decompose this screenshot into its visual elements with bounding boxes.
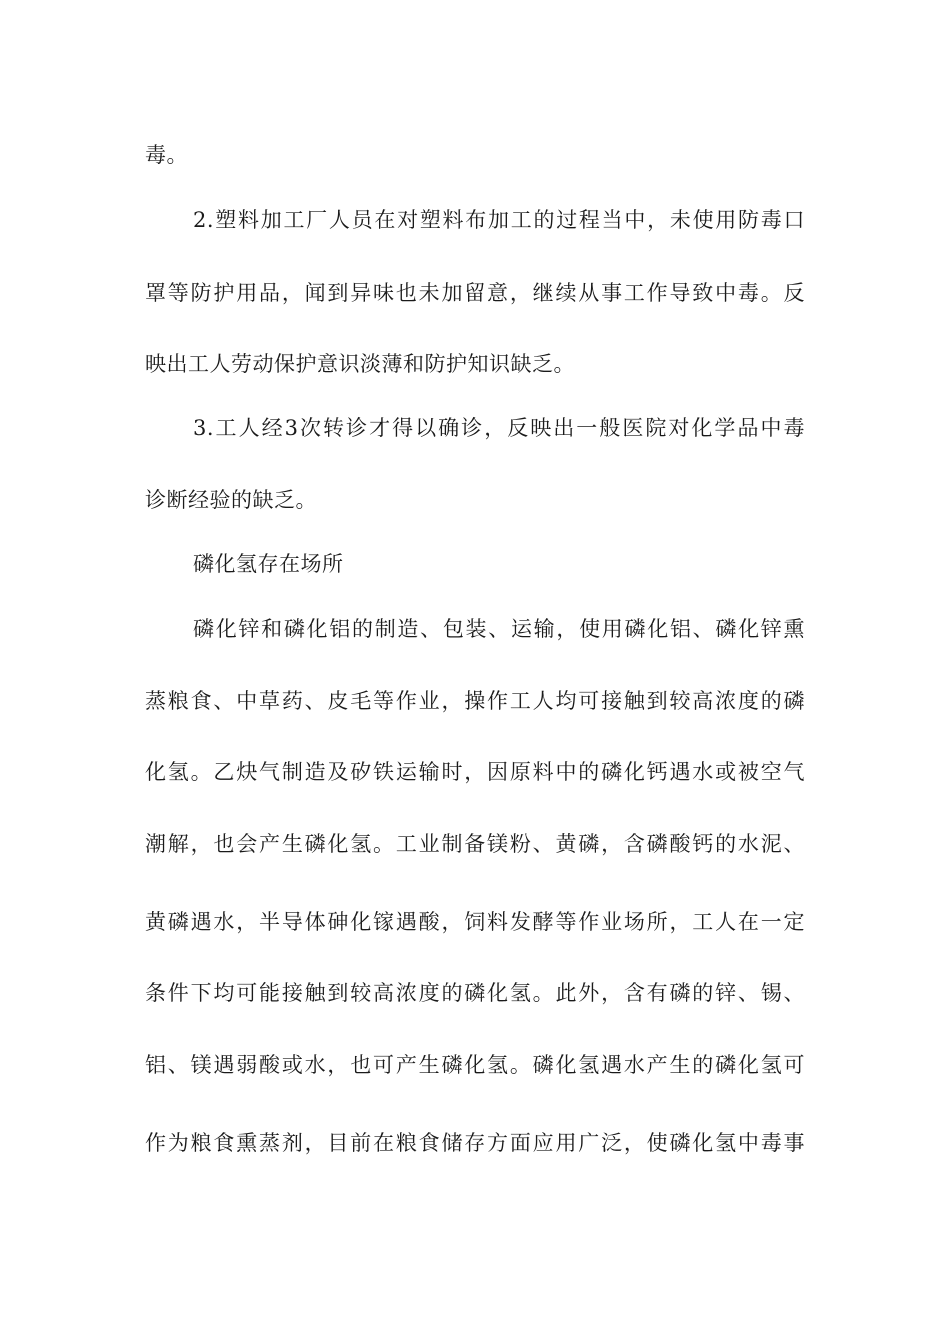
- paragraph-line: 潮解，也会产生磷化氢。工业制备镁粉、黄磷，含磷酸钙的水泥、: [145, 832, 805, 856]
- paragraph-line: 罩等防护用品，闻到异味也未加留意，继续从事工作导致中毒。反: [145, 281, 805, 305]
- paragraph-line: 化氢。乙炔气制造及矽铁运输时，因原料中的磷化钙遇水或被空气: [145, 760, 805, 784]
- paragraph-line: 作为粮食熏蒸剂，目前在粮食储存方面应用广泛，使磷化氢中毒事: [145, 1131, 805, 1155]
- paragraph-line: 磷化锌和磷化铝的制造、包装、运输，使用磷化铝、磷化锌熏: [193, 617, 805, 641]
- paragraph-line: 铝、镁遇弱酸或水，也可产生磷化氢。磷化氢遇水产生的磷化氢可: [145, 1053, 805, 1077]
- paragraph-line: 蒸粮食、中草药、皮毛等作业，操作工人均可接触到较高浓度的磷: [145, 689, 805, 713]
- paragraph-line: 3.工人经3次转诊才得以确诊，反映出一般医院对化学品中毒: [193, 416, 805, 440]
- section-heading: 磷化氢存在场所: [193, 552, 344, 576]
- paragraph-line: 毒。: [145, 143, 188, 167]
- paragraph-line: 映出工人劳动保护意识淡薄和防护知识缺乏。: [145, 352, 575, 376]
- paragraph-line: 2.塑料加工厂人员在对塑料布加工的过程当中，未使用防毒口: [193, 208, 805, 232]
- paragraph-line: 诊断经验的缺乏。: [145, 488, 317, 512]
- paragraph-line: 条件下均可能接触到较高浓度的磷化氢。此外，含有磷的锌、锡、: [145, 981, 805, 1005]
- paragraph-line: 黄磷遇水，半导体砷化镓遇酸，饲料发酵等作业场所，工人在一定: [145, 910, 805, 934]
